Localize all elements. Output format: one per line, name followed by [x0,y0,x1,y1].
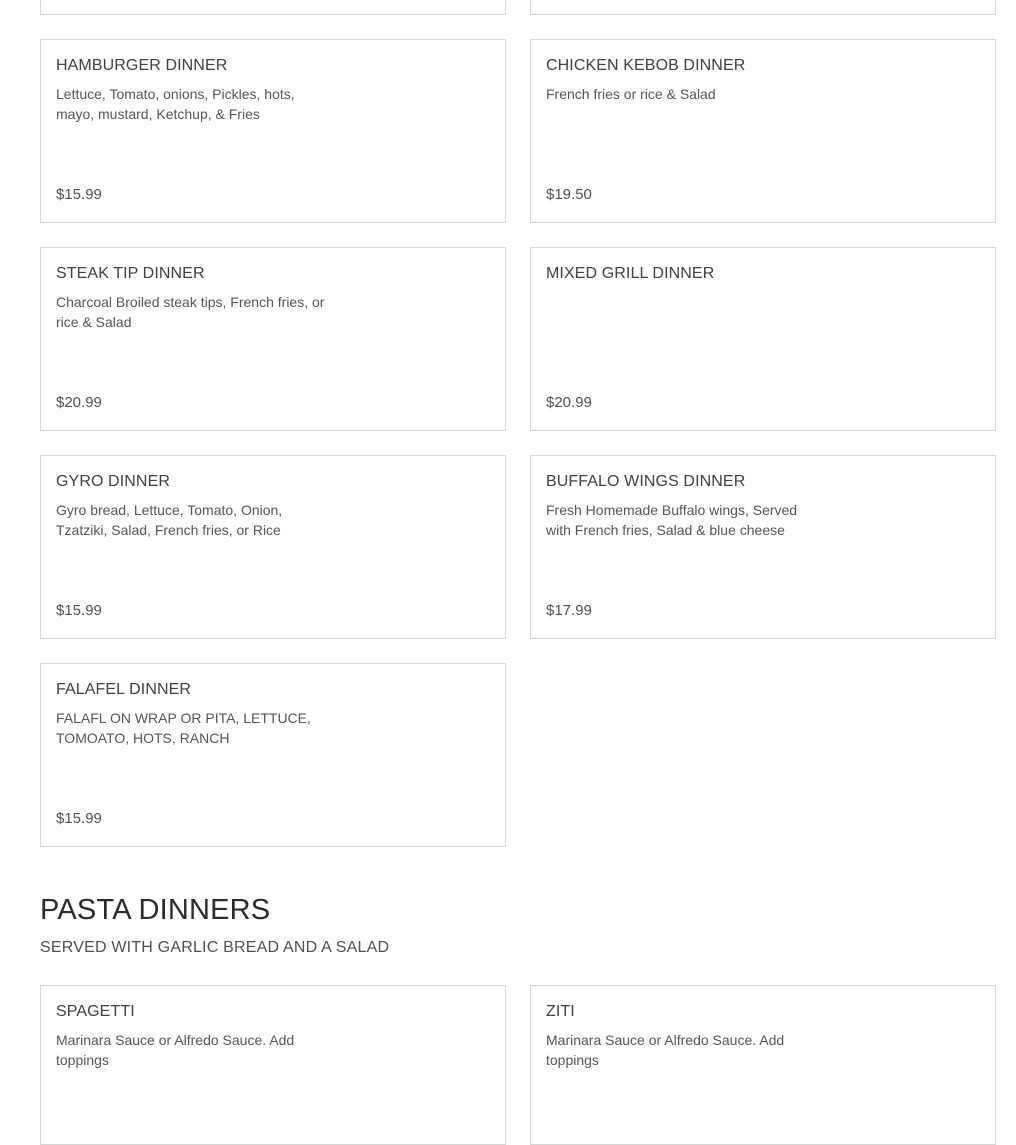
menu-item-buffalo-wings-dinner[interactable] [530,455,996,639]
menu-item-steak-tip-dinner[interactable] [40,247,506,431]
menu-item-name: MIXED GRILL DINNER [546,265,715,282]
menu-item-price: $15.99 [56,602,102,619]
menu-item-description: Lettuce, Tomato, onions, Pickles, hots, mayo, mustard, Ketchup, & Fries [56,86,295,122]
menu-item-price: $20.99 [546,394,592,411]
menu-item-hamburger-dinner[interactable] [40,39,506,223]
menu-item-price: $15.99 [56,186,102,203]
menu-item-description: Charcoal Broiled steak tips, French fries, or rice & Salad [56,294,325,330]
menu-item-falafel-dinner[interactable] [40,663,506,847]
menu-item-chicken-kebob-dinner[interactable] [530,39,996,223]
menu-item-name: CHICKEN KEBOB DINNER [546,57,746,74]
menu-item-description: Marinara Sauce or Alfredo Sauce. Add toppings [546,1032,785,1068]
menu-item-price: $17.99 [546,602,592,619]
menu-item-card-partial[interactable] [40,0,506,15]
menu-item-price: $20.99 [56,394,102,411]
menu-item-name: BUFFALO WINGS DINNER [546,473,746,490]
menu-item-spagetti[interactable] [40,985,506,1145]
menu-item-gyro-dinner[interactable] [40,455,506,639]
menu-item-description: Marinara Sauce or Alfredo Sauce. Add toppings [56,1032,295,1068]
menu-item-name: FALAFEL DINNER [56,681,192,698]
menu-item-name: HAMBURGER DINNER [56,57,228,74]
menu-item-name: SPAGETTI [56,1003,135,1020]
menu-item-name: STEAK TIP DINNER [56,265,205,282]
menu-item-ziti[interactable] [530,985,996,1145]
section-title: PASTA DINNERS [40,894,271,926]
menu-item-name: GYRO DINNER [56,473,170,490]
menu-item-card-partial[interactable] [530,0,996,15]
menu-item-description: Fresh Homemade Buffalo wings, Served with French fries, Salad & blue cheese [546,502,798,538]
menu-item-mixed-grill-dinner[interactable] [530,247,996,431]
menu-item-price: $15.99 [56,810,102,827]
menu-item-description: Gyro bread, Lettuce, Tomato, Onion, Tzatziki, Salad, French fries, or Rice [56,502,283,538]
menu-item-name: ZITI [546,1003,575,1020]
menu-item-description: FALAFL ON WRAP OR PITA, LETTUCE, TOMOATO, HOTS, RANCH [56,710,311,746]
section-subtitle: SERVED WITH GARLIC BREAD AND A SALAD [40,939,390,956]
menu-item-description: French fries or rice & Salad [546,86,716,102]
menu-item-price: $19.50 [546,186,592,203]
